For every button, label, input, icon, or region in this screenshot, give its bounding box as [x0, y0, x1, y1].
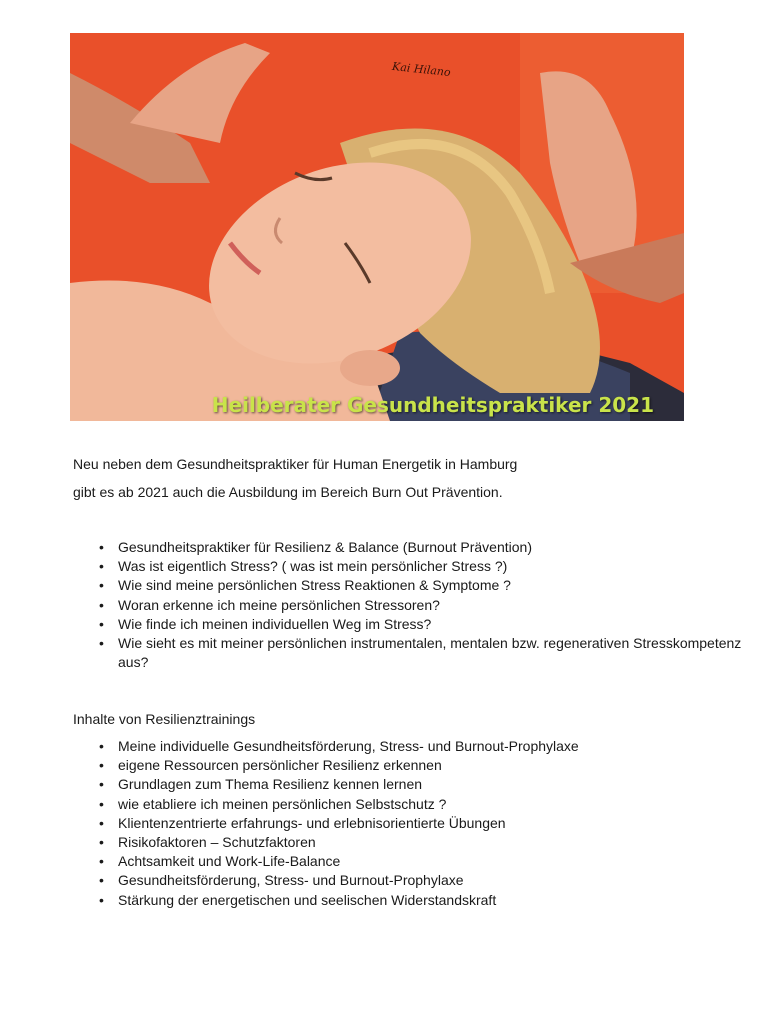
list-item: • Grundlagen zum Thema Resilienz kennen lernen: [118, 775, 758, 794]
list-item: • Was ist eigentlich Stress? ( was ist mein persönlicher Stress ?): [118, 557, 758, 576]
resilience-content-list: [73, 737, 758, 910]
list-item: • eigene Ressourcen persönlicher Resilienz erkennen: [118, 756, 758, 775]
hero-banner-title: Heilberater Gesundheitspraktiker 2021: [211, 393, 654, 417]
hero-illustration: [70, 33, 684, 421]
stress-questions-list: [73, 538, 758, 672]
section-heading: Inhalte von Resilienztrainings: [73, 711, 256, 727]
list-item: • Risikofaktoren – Schutzfaktoren: [118, 833, 758, 852]
intro-line-2: gibt es ab 2021 auch die Ausbildung im Bereich Burn Out Prävention.: [73, 484, 503, 500]
hero-photo: [70, 33, 684, 421]
list-item: • wie etabliere ich meinen persönlichen Selbstschutz ?: [118, 795, 758, 814]
list-item: • Stärkung der energetischen und seelischen Widerstandskraft: [118, 891, 758, 910]
intro-line-1: Neu neben dem Gesundheitspraktiker für Human Energetik in Hamburg: [73, 456, 518, 472]
list-item: • Woran erkenne ich meine persönlichen Stressoren?: [118, 596, 758, 615]
list-item: • Gesundheitspraktiker für Resilienz & Balance (Burnout Prävention): [118, 538, 758, 557]
list-item: • Wie sind meine persönlichen Stress Reaktionen & Symptome ?: [118, 576, 758, 595]
list-item: • Achtsamkeit und Work-Life-Balance: [118, 852, 758, 871]
list-item: • Meine individuelle Gesundheitsförderung, Stress- und Burnout-Prophylaxe: [118, 737, 758, 756]
list-item: • Gesundheitsförderung, Stress- und Burnout-Prophylaxe: [118, 871, 758, 890]
list-item: • Wie finde ich meinen individuellen Weg im Stress?: [118, 615, 758, 634]
shirt-logo-text: Kai Hilano: [391, 59, 452, 80]
list-item: • Wie sieht es mit meiner persönlichen instrumentalen, mentalen bzw. regenerativen Stresskompetenz aus?: [118, 634, 758, 672]
list-item: • Klientenzentrierte erfahrungs- und erlebnisorientierte Übungen: [118, 814, 758, 833]
